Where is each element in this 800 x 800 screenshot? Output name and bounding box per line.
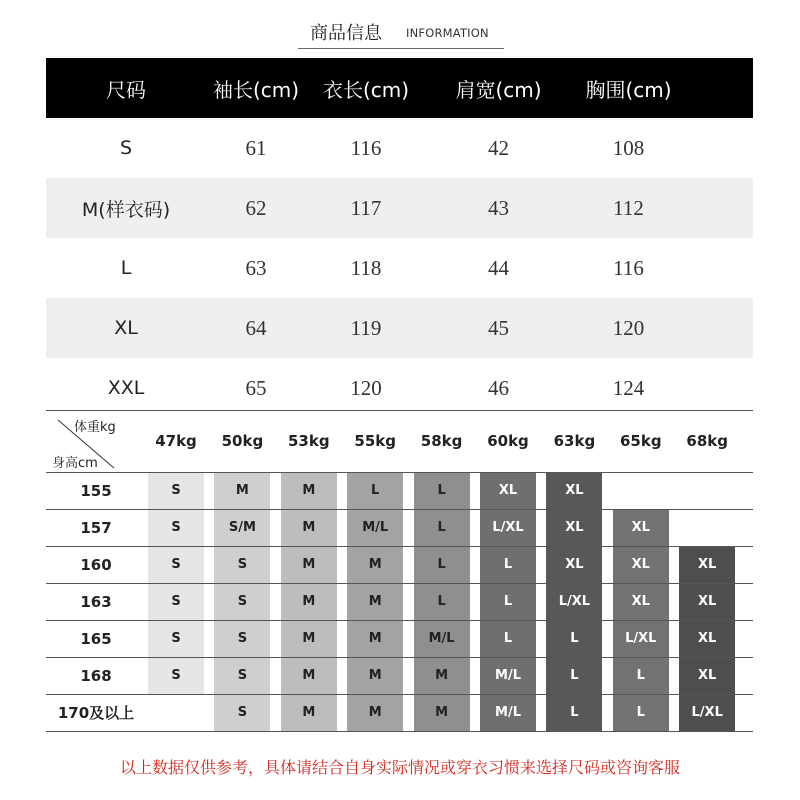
- shoulder-cell: 44: [488, 255, 509, 280]
- recommended-size-cell: M: [368, 557, 382, 572]
- recommended-size-cell: M: [235, 483, 249, 498]
- recommended-size-cell: M: [302, 594, 316, 609]
- recommended-size-cell: M/L: [495, 705, 521, 720]
- recommended-size-cell: XL: [565, 520, 584, 535]
- sleeve-cell: 61: [245, 135, 267, 160]
- table-row: [46, 178, 753, 238]
- recommended-size-cell: L: [570, 668, 579, 683]
- recommended-size-cell: L: [570, 631, 579, 646]
- recommended-size-cell: XL: [698, 557, 717, 572]
- recommended-size-cell: XL: [565, 483, 584, 498]
- recommended-size-cell: L: [503, 631, 513, 646]
- sleeve-cell: 64: [245, 315, 267, 340]
- shoulder-cell: 46: [488, 375, 509, 400]
- size-table-header: [46, 58, 753, 118]
- diagonal-header-cell: [46, 410, 146, 472]
- recommended-size-cell: L: [371, 483, 380, 498]
- recommended-size-cell: L: [437, 594, 446, 609]
- height-row-label: 155: [80, 481, 112, 500]
- recommended-size-cell: M: [368, 705, 382, 720]
- title-chinese: 商品信息: [310, 23, 382, 44]
- recommended-size-cell: S: [171, 594, 181, 609]
- recommended-size-cell: M/L: [428, 631, 455, 646]
- recommended-size-cell: L/XL: [691, 705, 723, 720]
- length-cell: 119: [350, 315, 382, 340]
- weight-column-header: 55kg: [354, 432, 396, 450]
- shoulder-cell: 43: [488, 195, 509, 220]
- chest-cell: 108: [612, 135, 645, 160]
- height-row-label: 168: [80, 666, 112, 685]
- recommended-size-cell: L/XL: [492, 520, 524, 535]
- recommended-size-cell: S: [171, 557, 181, 572]
- table-row: [46, 358, 753, 418]
- recommended-size-cell: M: [368, 594, 382, 609]
- recommended-size-cell: XL: [698, 594, 717, 609]
- weight-column-header: 50kg: [221, 432, 264, 450]
- chest-cell: 120: [612, 315, 645, 340]
- chest-cell: 112: [613, 195, 644, 220]
- length-cell: 116: [350, 135, 382, 160]
- size-cell: XL: [114, 317, 138, 339]
- recommended-size-cell: L/XL: [625, 631, 657, 646]
- weight-column-header: 60kg: [487, 432, 529, 450]
- recommended-size-cell: M: [302, 483, 316, 498]
- recommended-size-cell: L: [570, 705, 579, 720]
- size-cell: L: [120, 257, 132, 279]
- recommended-size-cell: M: [368, 631, 382, 646]
- shoulder-cell: 45: [488, 315, 509, 340]
- weight-column-header: 47kg: [155, 432, 197, 450]
- size-cell: M(样衣码): [81, 198, 171, 221]
- height-weight-fit-chart: [46, 410, 753, 732]
- table-row: [46, 298, 753, 358]
- height-row-label: 165: [80, 629, 112, 648]
- recommended-size-cell: L: [636, 705, 645, 720]
- weight-column-header: 58kg: [420, 432, 463, 450]
- header-sleeve: 袖长(cm): [212, 77, 300, 102]
- shoulder-cell: 42: [488, 135, 509, 160]
- recommended-size-cell: L: [437, 557, 446, 572]
- grid-row-line: [46, 731, 753, 732]
- grid-row-line: [46, 410, 753, 411]
- recommended-size-cell: S: [237, 631, 248, 646]
- recommended-size-cell: L: [503, 557, 513, 572]
- recommended-size-cell: L: [437, 483, 446, 498]
- recommended-size-cell: M: [435, 705, 449, 720]
- recommended-size-cell: M: [302, 520, 316, 535]
- table-row: [46, 118, 753, 178]
- sleeve-cell: 63: [245, 255, 267, 280]
- recommended-size-cell: XL: [698, 668, 717, 683]
- chest-cell: 124: [612, 375, 645, 400]
- recommended-size-cell: S: [171, 631, 181, 646]
- size-table: [46, 58, 753, 418]
- header-shoulder: 肩宽(cm): [455, 77, 542, 102]
- height-row-label: 170及以上: [57, 704, 135, 722]
- recommended-size-cell: XL: [498, 483, 518, 498]
- height-axis-label: 身高cm: [52, 456, 98, 471]
- recommended-size-cell: S/M: [228, 520, 256, 535]
- weight-axis-label: 体重kg: [74, 420, 116, 435]
- recommended-size-cell: M: [302, 557, 316, 572]
- section-title: [298, 14, 504, 49]
- recommended-size-cell: S: [237, 705, 248, 720]
- weight-column-header: 63kg: [553, 432, 596, 450]
- height-row-label: 163: [80, 592, 112, 611]
- title-english: INFORMATION: [406, 26, 489, 40]
- recommended-size-cell: M: [368, 668, 382, 683]
- recommended-size-cell: M: [435, 668, 449, 683]
- length-cell: 118: [350, 255, 382, 280]
- recommended-size-cell: M/L: [495, 668, 521, 683]
- chest-cell: 116: [613, 255, 644, 280]
- table-row: [46, 238, 753, 298]
- recommended-size-cell: XL: [698, 631, 717, 646]
- recommended-size-cell: M: [302, 705, 316, 720]
- recommended-size-cell: L/XL: [558, 594, 591, 609]
- recommended-size-cell: M: [302, 631, 316, 646]
- recommended-size-cell: S: [171, 668, 181, 683]
- recommended-size-cell: M: [302, 668, 316, 683]
- size-cell: S: [119, 137, 133, 159]
- weight-column-header: 65kg: [620, 432, 662, 450]
- disclaimer-note: 以上数据仅供参考，具体请结合自身实际情况或穿衣习惯来选择尺码或咨询客服: [119, 758, 680, 777]
- recommended-size-cell: S: [237, 668, 248, 683]
- length-cell: 120: [350, 375, 382, 400]
- recommended-size-cell: XL: [565, 557, 584, 572]
- height-row-label: 157: [80, 518, 112, 537]
- height-row-label: 160: [80, 555, 112, 574]
- recommended-size-cell: S: [237, 594, 248, 609]
- recommended-size-cell: S: [237, 557, 248, 572]
- header-length: 衣长(cm): [322, 77, 410, 102]
- recommended-size-cell: S: [171, 520, 181, 535]
- recommended-size-cell: L: [636, 668, 645, 683]
- size-cell: XXL: [107, 377, 145, 399]
- sleeve-cell: 62: [245, 195, 267, 220]
- weight-column-header: 68kg: [686, 432, 728, 450]
- recommended-size-cell: L: [437, 520, 446, 535]
- header-size: 尺码: [106, 77, 146, 102]
- recommended-size-cell: XL: [631, 520, 650, 535]
- recommended-size-cell: XL: [631, 557, 650, 572]
- recommended-size-cell: XL: [631, 594, 650, 609]
- weight-column-header: 53kg: [288, 432, 330, 450]
- recommended-size-cell: M/L: [362, 520, 389, 535]
- length-cell: 117: [350, 195, 382, 220]
- recommended-size-cell: L: [503, 594, 513, 609]
- sleeve-cell: 65: [245, 375, 267, 400]
- header-chest: 胸围(cm): [585, 77, 672, 102]
- recommended-size-cell: S: [171, 483, 181, 498]
